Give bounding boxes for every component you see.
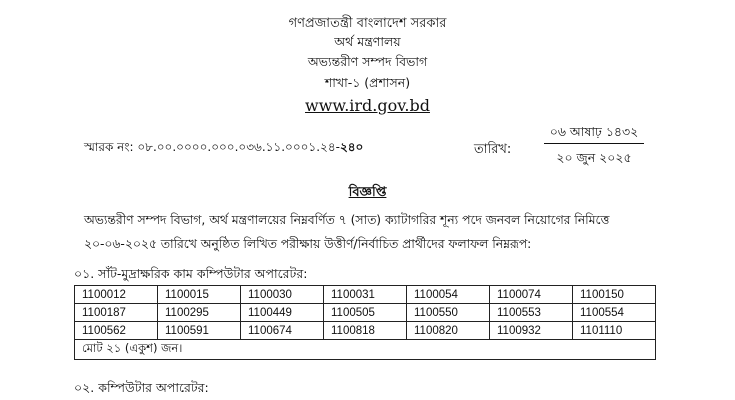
- table-cell: 1100554: [573, 304, 656, 322]
- table-cell: 1100187: [75, 304, 158, 322]
- results-table: [74, 285, 656, 360]
- table-cell: 1100012: [75, 286, 158, 304]
- date-divider: [544, 143, 644, 144]
- header-website-link[interactable]: www.ird.gov.bd: [305, 96, 430, 115]
- table-row-total: [75, 340, 656, 360]
- table-cell: 1100449: [241, 304, 324, 322]
- paragraph-line-2: ২০-০৬-২০২৫ তারিখে অনুষ্ঠিত লিখিত পরীক্ষায় উত্তীর্ণ/নির্বাচিত প্রার্থীদের ফলাফল নিম্নরূপ:: [84, 237, 532, 251]
- header-branch: শাখা-১ (প্রশাসন): [324, 75, 411, 90]
- table-row: [75, 304, 656, 322]
- section-2-title: ০২. কম্পিউটার অপারেটর:: [74, 380, 209, 395]
- notice-title: বিজ্ঞপ্তি: [348, 185, 387, 200]
- table-cell: 1100074: [490, 286, 573, 304]
- table-cell: 1100553: [490, 304, 573, 322]
- memo-number: [84, 139, 363, 159]
- header-division: অভ্যন্তরীণ সম্পদ বিভাগ: [307, 54, 428, 69]
- table-cell: 1100015: [158, 286, 241, 304]
- table-cell: 1100591: [158, 322, 241, 340]
- table-cell: 1100820: [407, 322, 490, 340]
- table-cell: 1100562: [75, 322, 158, 340]
- memo-prefix: স্মারক নং: ০৮.০০.০০০০.০০০.০৩৬.১১.০০০১.২৪-: [84, 140, 340, 154]
- date-gregorian: ২০ জুন ২০২৫: [556, 150, 632, 165]
- table-cell: 1101110: [573, 322, 656, 340]
- table-cell: 1100054: [407, 286, 490, 304]
- table-cell: 1100932: [490, 322, 573, 340]
- table-cell: 1100295: [158, 304, 241, 322]
- date-bangla: ০৬ আষাঢ় ১৪৩২: [549, 124, 639, 139]
- table-row: [75, 286, 656, 304]
- table-cell: 1100674: [241, 322, 324, 340]
- paragraph-line-1: অভ্যন্তরীণ সম্পদ বিভাগ, অর্থ মন্ত্রণালয়ের নিম্নবর্ণিত ৭ (সাত) ক্যাটাগরির শূন্য পদে জনবল নিয়োগের নিমিত্তে: [84, 213, 610, 227]
- table-cell: 1100550: [407, 304, 490, 322]
- table-cell: 1100150: [573, 286, 656, 304]
- total-count: মোট ২১ (একুশ) জন।: [75, 340, 656, 360]
- table-cell: 1100030: [241, 286, 324, 304]
- date-label: তারিখ:: [474, 142, 512, 157]
- table-cell: 1100031: [324, 286, 407, 304]
- header-government: গণপ্রজাতন্ত্রী বাংলাদেশ সরকার: [288, 16, 447, 31]
- header-ministry: অর্থ মন্ত্রণালয়: [334, 34, 401, 49]
- table-cell: 1100818: [324, 322, 407, 340]
- table-row: [75, 322, 656, 340]
- memo-serial: ২৪০: [339, 140, 364, 154]
- table-cell: 1100505: [324, 304, 407, 322]
- section-1-title: ০১. সাঁট-মুদ্রাক্ষরিক কাম কম্পিউটার অপারেটর:: [74, 266, 308, 281]
